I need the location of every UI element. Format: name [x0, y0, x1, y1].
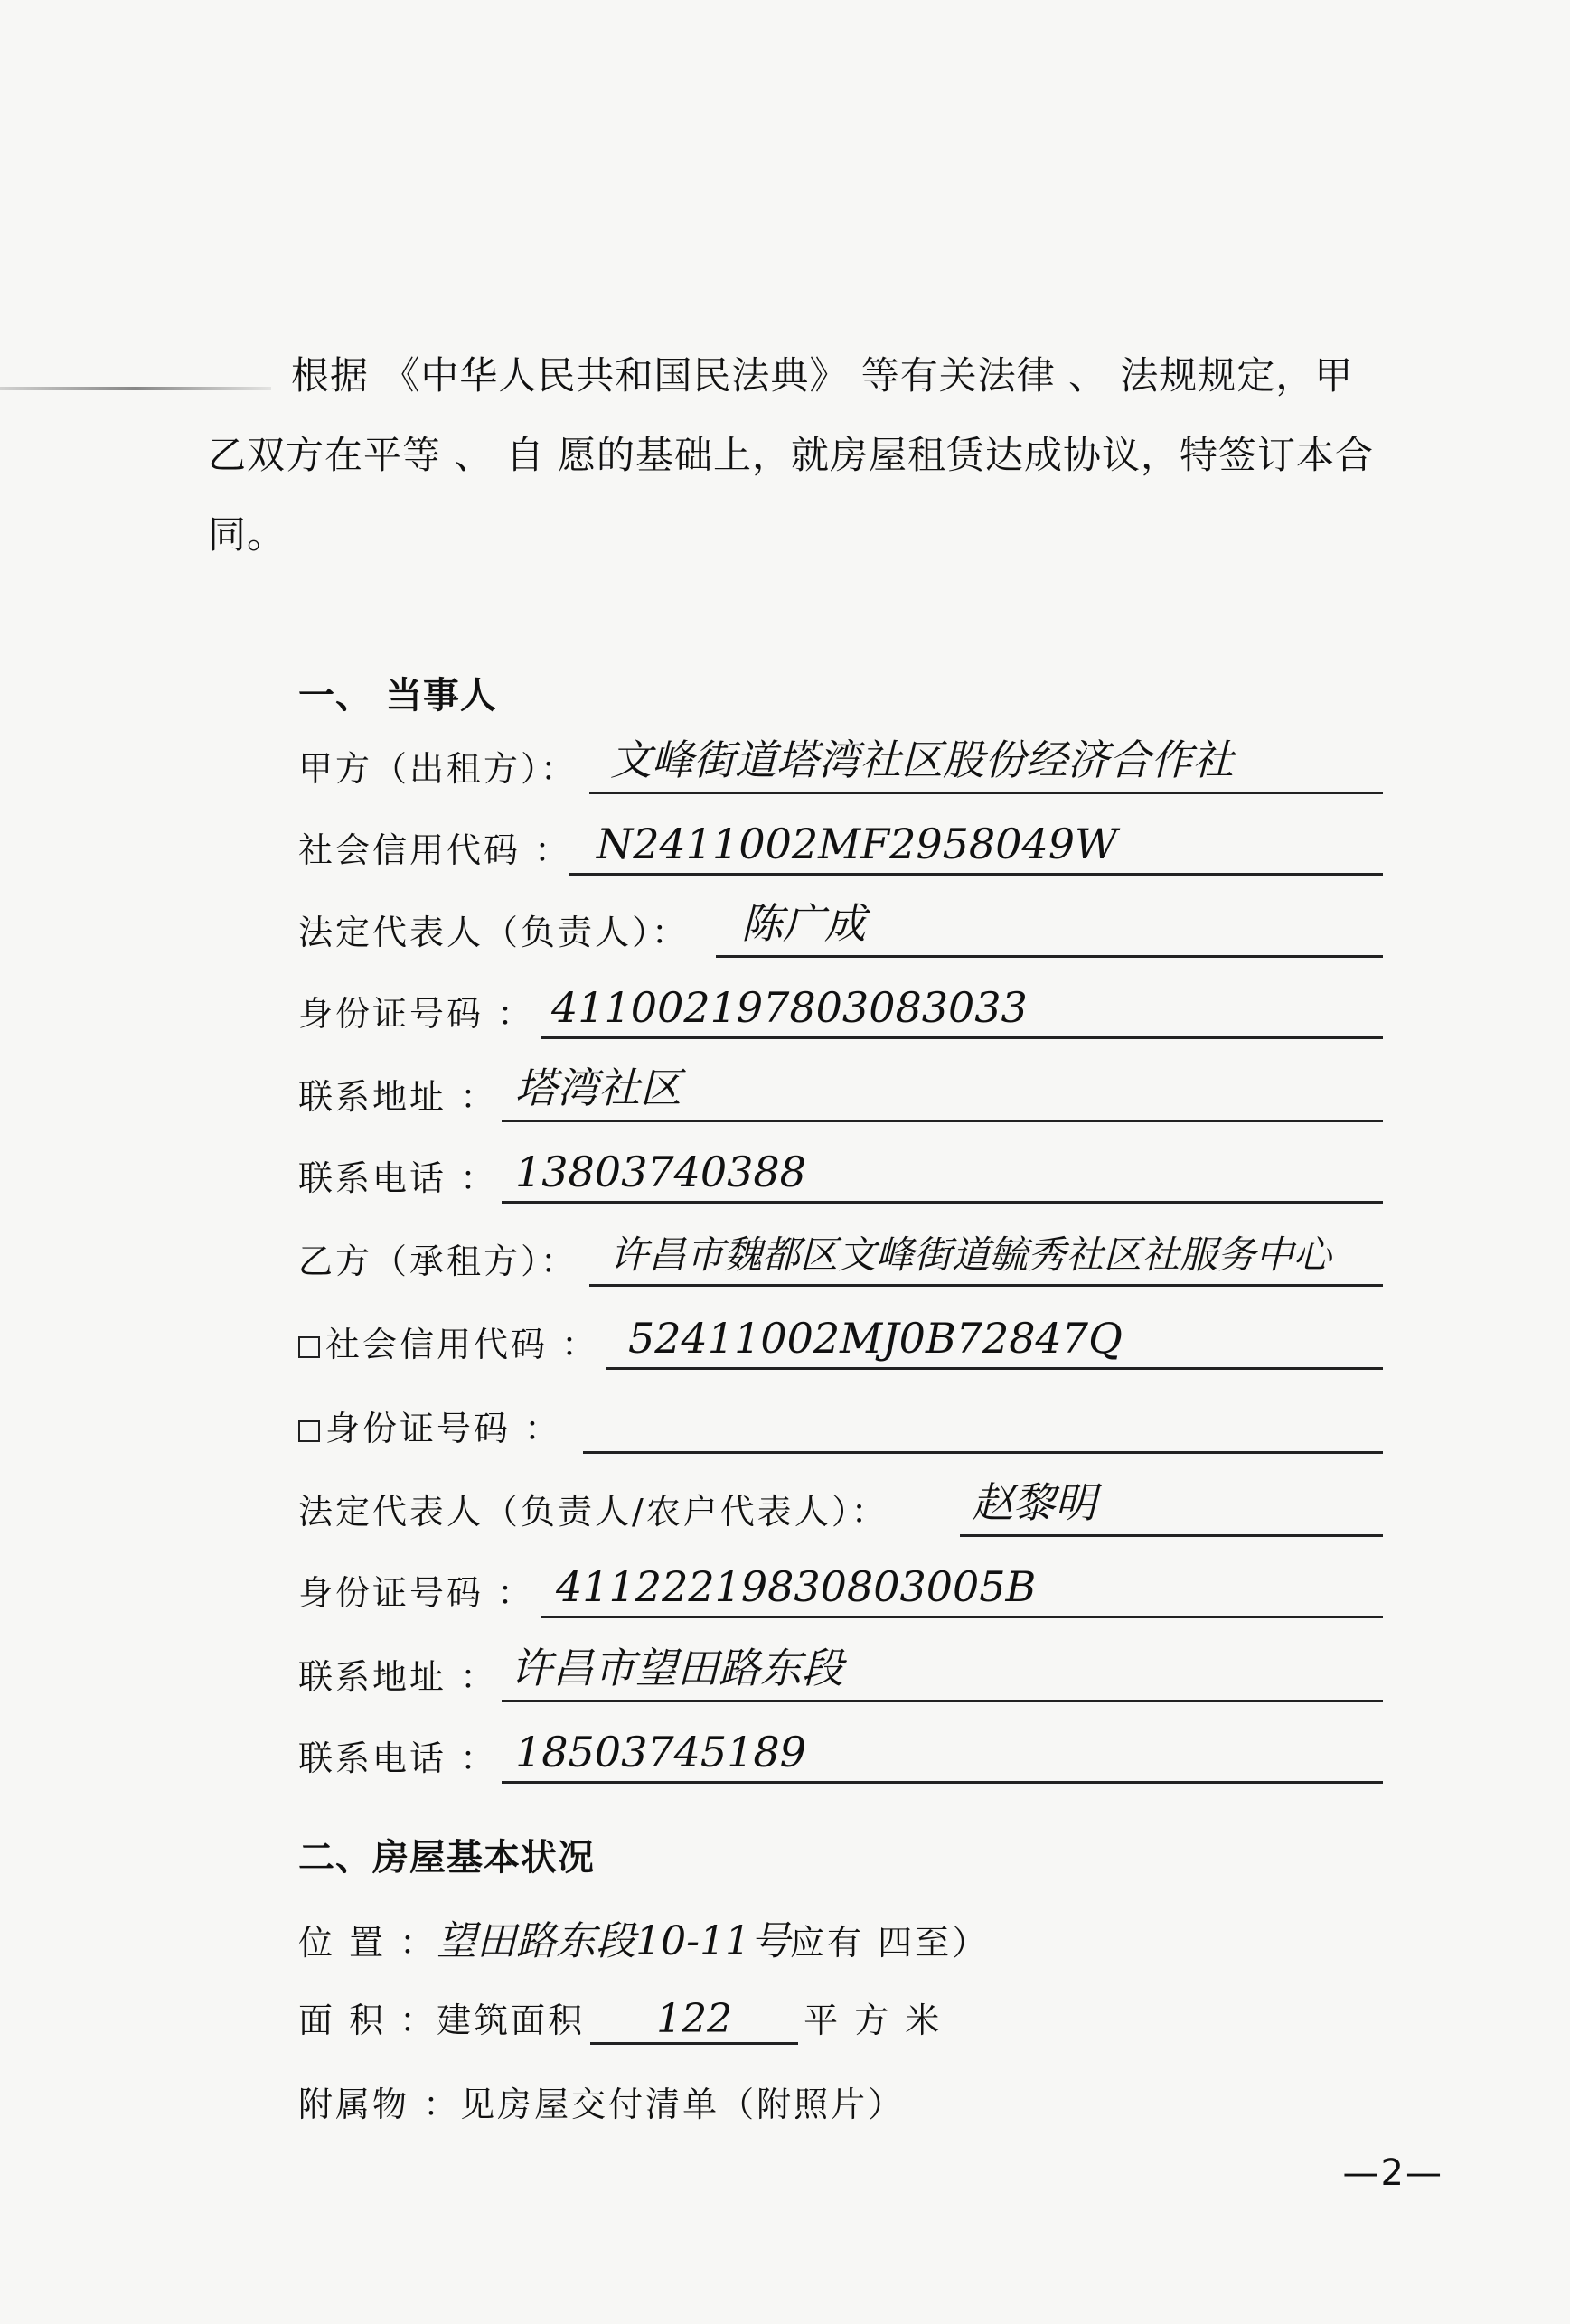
party-b-address-row: [298, 1644, 1383, 1708]
party-a-name-line: [589, 792, 1383, 794]
property-location-row: [298, 1908, 989, 1966]
party-a-address-line: [502, 1120, 1383, 1122]
party-a-legal-rep-line: [716, 955, 1383, 958]
property-appendix-row: [298, 2076, 905, 2126]
party-b-name-line: [589, 1284, 1383, 1287]
party-b-id-value: 41122219830803005B: [556, 1562, 1037, 1611]
party-a-id-value: 411002197803083033: [551, 983, 1028, 1032]
intro-paragraph: [208, 336, 1383, 575]
party-a-name-label: 甲方（出租方）：: [298, 749, 578, 789]
page-number: —2—: [1342, 2152, 1443, 2194]
property-area-label: 面 积 ：建筑面积: [298, 2001, 586, 2040]
party-b-address-line: [502, 1700, 1383, 1702]
party-b-name-row: [298, 1232, 1383, 1292]
property-area-value: 122: [656, 1996, 733, 2042]
party-a-phone-line: [502, 1201, 1383, 1204]
section-title-property: 二、房屋基本状况: [298, 1837, 595, 1879]
credit-code-checkbox[interactable]: [298, 1336, 320, 1358]
party-a-credit-label: 社会信用代码 ：: [298, 830, 572, 870]
party-b-legal-rep-line: [960, 1534, 1383, 1537]
party-b-id-label: 身份证号码 ：: [298, 1573, 535, 1613]
party-b-credit-label: 社会信用代码 ：: [325, 1325, 599, 1364]
party-b-id-option-row: [298, 1405, 1383, 1459]
party-b-id-option-label-wrap: [298, 1401, 561, 1450]
party-b-phone-label: 联系电话 ：: [298, 1738, 498, 1778]
party-b-credit-value: 52411002MJ0B72847Q: [628, 1314, 1123, 1363]
party-b-phone-line: [502, 1781, 1383, 1784]
party-a-name-value: 文峰街道塔湾社区股份经济合作社: [610, 736, 1234, 784]
party-a-legal-rep-row: [298, 899, 1383, 963]
party-a-address-label: 联系地址 ：: [298, 1077, 498, 1117]
party-b-legal-rep-row: [298, 1478, 1383, 1542]
party-a-id-line: [541, 1036, 1383, 1039]
party-b-id-row: [298, 1562, 1383, 1624]
party-b-address-value: 许昌市望田路东段: [511, 1644, 843, 1692]
property-area-blank: [590, 1996, 798, 2045]
party-a-phone-value: 13803740388: [515, 1148, 806, 1196]
property-appendix-label: 附属物 ：见房屋交付清单（附照片）: [298, 2085, 906, 2124]
party-a-credit-line: [569, 873, 1383, 876]
party-b-credit-label-wrap: [298, 1317, 598, 1366]
party-a-legal-rep-label: 法定代表人（负责人）：: [298, 913, 690, 952]
party-b-id-option-label: 身份证号码 ：: [325, 1409, 562, 1448]
party-a-credit-value: N2411002MF2958049W: [597, 820, 1118, 868]
party-a-address-row: [298, 1064, 1383, 1128]
party-b-legal-rep-label: 法定代表人（负责人/农户代表人）：: [298, 1492, 888, 1532]
party-a-credit-row: [298, 820, 1383, 881]
party-b-phone-value: 18503745189: [515, 1728, 806, 1776]
party-b-address-label: 联系地址 ：: [298, 1657, 498, 1697]
id-number-checkbox[interactable]: [298, 1420, 320, 1442]
party-b-id-option-line: [583, 1451, 1383, 1454]
party-a-name-row: [298, 736, 1383, 800]
property-location-label: 位 置 ：: [298, 1923, 437, 1963]
party-b-name-label: 乙方（承租方）：: [298, 1242, 578, 1281]
party-a-legal-rep-value: 陈广成: [741, 899, 866, 948]
party-b-credit-row: [298, 1314, 1383, 1375]
party-a-phone-row: [298, 1148, 1383, 1209]
property-location-suffix: 应有 四至）: [790, 1923, 990, 1963]
section-title-parties: 一、 当事人: [298, 675, 497, 717]
party-a-id-row: [298, 983, 1383, 1045]
intro-text: 根据 《中华人民共和国民法典》 等有关法律 、 法规规定，甲乙双方在平等 、 自 愿的基础上，就房屋租赁达成协议，特签订本合同。: [208, 353, 1375, 557]
party-b-phone-row: [298, 1728, 1383, 1789]
property-area-unit: 平 方 米: [804, 2001, 943, 2040]
party-b-name-value: 许昌市魏都区文峰街道毓秀社区社服务中心: [610, 1232, 1332, 1277]
party-b-credit-line: [606, 1367, 1383, 1370]
property-area-row: [298, 1992, 942, 2045]
property-location-value: 望田路东段10-11号: [437, 1918, 791, 1964]
party-a-id-label: 身份证号码 ：: [298, 994, 535, 1034]
party-a-address-value: 塔湾社区: [515, 1064, 682, 1112]
party-a-phone-label: 联系电话 ：: [298, 1158, 498, 1198]
party-b-id-line: [541, 1616, 1383, 1618]
party-b-legal-rep-value: 赵黎明: [972, 1478, 1096, 1527]
